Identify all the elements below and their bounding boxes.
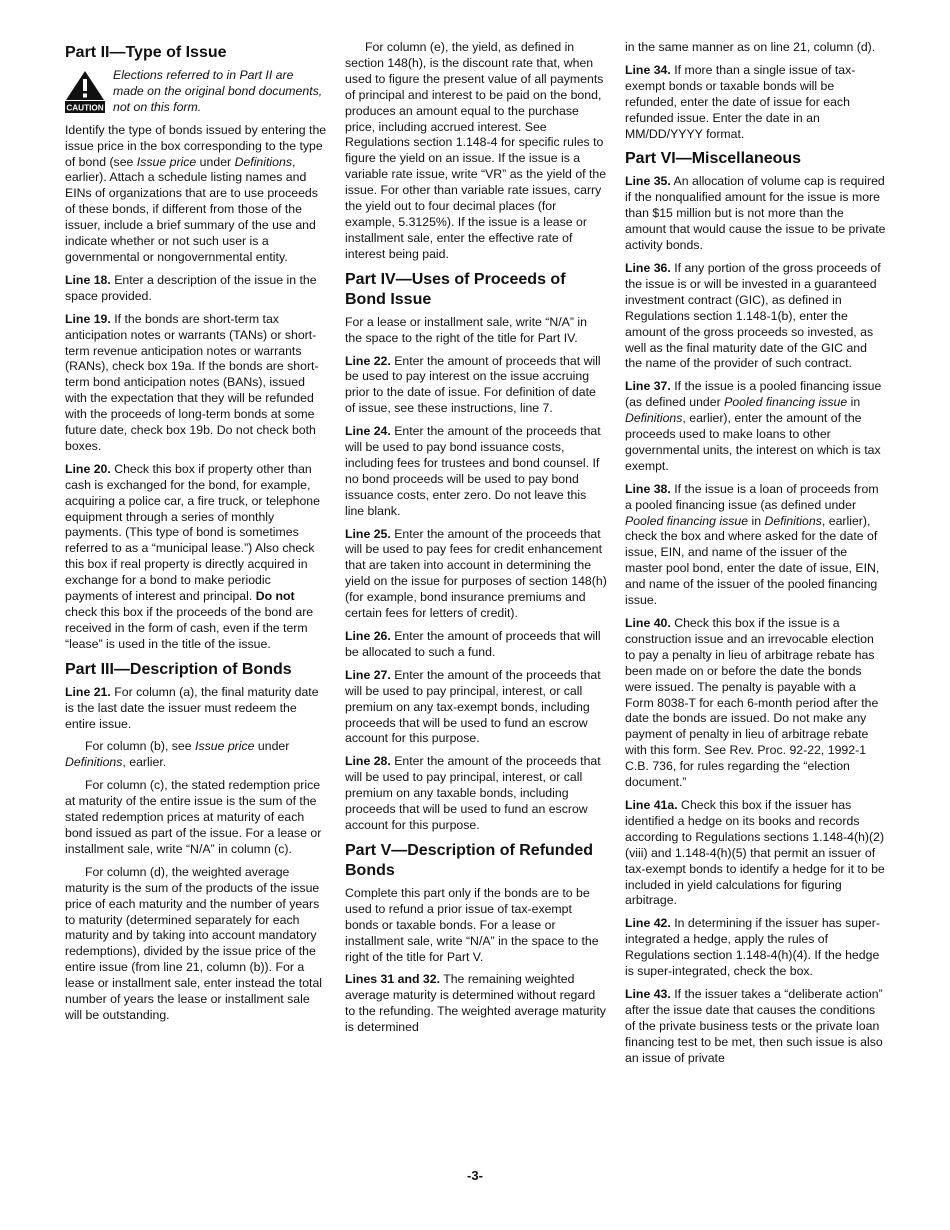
part5-heading: Part V—Description of Refunded Bonds — [345, 841, 594, 879]
line-21-paragraph: Line 21. For column (a), the final maturity date is the last date the issuer must redeem the entire issue. — [65, 684, 319, 731]
line-22-paragraph: Line 22. Enter the amount of proceeds that will be used to pay interest on the issue accruing prior to the date of issue. For definition of date of issue, see these instructions, line 7. — [345, 353, 601, 416]
part2-heading: Part II—Type of Issue — [65, 44, 227, 61]
line-37-paragraph: Line 37. If the issue is a pooled financing issue (as defined under Pooled financing issue in Definitions, earlier), enter the amount of the proceeds used to make loans to other governmental units, the interest on which is tax exempt. — [625, 379, 882, 473]
line-40-paragraph: Line 40. Check this box if the issue is a construction issue and an irrevocable election to pay a penalty in lieu of arbitrage rebate has been made on or before the date the bonds were issued. The penalty is payable with a Form 8038-T for each 6-month period after the date the bonds are issued. Do not make any payment of penalty in lieu of arbitrage rebate with this form. See Rev. Proc. 92-22, 1992-1 C.B. 736, for rules regarding the “election document.” — [625, 616, 879, 790]
column-c-paragraph: For column (c), the stated redemption price at maturity of the entire issue is the sum of the stated redemption prices at maturity of each bond issued as part of the issue. For a lease or installment sale, write “N/A” in column (c). — [65, 778, 322, 856]
line-35-paragraph: Line 35. An allocation of volume cap is required if the nonqualified amount for the issue is more than $15 million but is not more than the amount that would cause the issue to be private activity bonds. — [625, 174, 886, 253]
line-25-paragraph: Line 25. Enter the amount of the proceeds that will be used to pay fees for credit enhancement that are taken into account in determining the yield on the issue for purposes of section 148(h) (for example, bond insurance premiums and certain fees for letters of credit). — [345, 526, 607, 621]
column-e-paragraph: For column (e), the yield, as defined in section 148(h), is the discount rate that, when used to figure the present value of all payments of principal and interest to be paid on the bond, produces an amount equal to the purchase price, including accrued interest. See Regulations section 1.148-4 for specific rules to figure the yield on an issue. If the issue is a variable rate issue, write “VR” as the yield of the issue. For other than variable rate issues, carry the yield out to four decimal places (for example, 5.3125%). If the issue is a lease or installment sale, enter the effective rate of interest being paid. — [345, 40, 607, 261]
caution-icon — [65, 70, 105, 113]
column-d-paragraph: For column (d), the weighted average maturity is the sum of the products of the issue price of each maturity and the number of years to maturity (determined separately for each maturity and by taking into account mandatory redemptions), divided by the issue price of the entire issue (from line 21, column (b)). For a lease or installment sale, enter instead the total number of years the lease or installment sale will be outstanding. — [65, 864, 323, 1022]
continued-paragraph: in the same manner as on line 21, column (d). — [625, 40, 876, 54]
part6-heading: Part VI—Miscellaneous — [625, 150, 802, 168]
line-38-paragraph: Line 38. If the issue is a loan of proceeds from a pooled financing issue (as defined under Pooled financing issue in Definitions, earlier), check the box and where asked for the date of issue, EIN, and name of the issuer of the master pool bond, enter the date of issue, EIN, and name of the issuer of the pooled financing issue. — [625, 481, 880, 608]
part3-heading: Part III—Description of Bonds — [65, 660, 292, 678]
line-42-paragraph: Line 42. In determining if the issuer has super-integrated a hedge, apply the rules of Regulations section 1.148-4(h)(4). If the hedge is super-integrated, check the box. — [625, 916, 880, 979]
line-34-paragraph: Line 34. If more than a single issue of tax-exempt bonds or taxable bonds will be refunded, enter the date of issue for each refunded issue. Enter the date in an MM/DD/YYYY format. — [625, 62, 856, 141]
lines-31-32-paragraph: Lines 31 and 32. The remaining weighted average maturity is determined without regard to the refunding. The weighted average maturity is determined — [345, 972, 606, 1035]
line-18-paragraph: Line 18. Enter a description of the issue in the space provided. — [65, 272, 317, 303]
part2-paragraph: Identify the type of bonds issued by entering the issue price in the box corresponding to the type of bond (see Issue price under Definitions, earlier). Attach a schedule listing names and EINs of organizations that are to use proceeds of these bonds, if different from those of the issuer, include a brief summary of the use and indicate whether or not such user is a governmental or nongovernmental entity. — [65, 122, 327, 264]
line-26-paragraph: Line 26. Enter the amount of proceeds that will be allocated to such a fund. — [345, 629, 601, 659]
line-43-paragraph: Line 43. If the issuer takes a “deliberate action” after the issue date that causes the conditions of the private business tests or the private loan financing test to be met, then such issue is also an issue of private — [625, 986, 883, 1065]
column-3 — [625, 40, 887, 1073]
column-2 — [345, 40, 607, 1043]
column-b-paragraph: For column (b), see Issue price under Definitions, earlier. — [65, 739, 290, 770]
part4-heading: Part IV—Uses of Proceeds of Bond Issue — [345, 270, 566, 308]
page-number: -3- — [467, 1168, 483, 1183]
line-36-paragraph: Line 36. If any portion of the gross proceeds of the issue is or will be invested in a guaranteed investment contract (GIC), as defined in Regulations section 1.148-1(b), enter the amount of the gross proceeds so invested, as well as the final maturity date of the GIC and the name of the provider of such contract. — [625, 260, 881, 371]
line-20-paragraph: Line 20. Check this box if property other than cash is exchanged for the bond, for example, acquiring a police car, a fire truck, or telephone equipment through a series of monthly payments. (This type of bond is sometimes referred to as a “municipal lease.”) Also check this box if real property is directly acquired in exchange for a bond to make periodic payments of interest and principal. Do not check this box if the proceeds of the bond are received in the form of cash, even if the term “lease” is used in the title of the issue. — [65, 461, 320, 651]
column-1 — [65, 40, 327, 1031]
line-24-paragraph: Line 24. Enter the amount of the proceeds that will be used to pay bond issuance costs, including fees for trustees and bond counsel. If no bond proceeds will be used to pay bond issuance costs, enter zero. Do not leave this line blank. — [345, 424, 601, 518]
part5-intro: Complete this part only if the bonds are to be used to refund a prior issue of tax-exempt bonds or taxable bonds. For a lease or installment sale, write “N/A” in the space to the right of the title for Part V. — [345, 885, 599, 964]
line-28-paragraph: Line 28. Enter the amount of the proceeds that will be used to pay principal, interest, or call premium on any taxable bonds, including proceeds that will be used to fund an escrow account for this purpose. — [345, 754, 601, 832]
part4-intro: For a lease or installment sale, write “N/A” in the space to the right of the title for Part IV. — [345, 314, 587, 345]
line-41a-paragraph: Line 41a. Check this box if the issuer has identified a hedge on its books and records according to Regulations sections 1.148-4(h)(2)(viii) and 1.148-4(h)(5) that permit an issuer of tax-exempt bonds to identify a hedge for it to be included in yield calculations for figuring arbitrage. — [625, 797, 885, 908]
caution-box — [65, 68, 327, 116]
caution-text: Elections referred to in Part II are made on the original bond documents, not on this form. — [113, 68, 323, 114]
line-19-paragraph: Line 19. If the bonds are short-term tax anticipation notes or warrants (TANs) or short-term revenue anticipation notes or warrants (RANs), check box 19a. If the bonds are short-term bond anticipation notes (BANs), issued with the expectation that they will be refunded with the proceeds of long-term bonds at some future date, check box 19b. Do not check both boxes. — [65, 311, 319, 453]
caution-icon-label: CAUTION — [66, 103, 104, 113]
line-27-paragraph: Line 27. Enter the amount of the proceeds that will be used to pay principal, interest, or call premium on any tax-exempt bonds, including proceeds that will be used to fund an escrow account for this purpose. — [345, 667, 601, 746]
